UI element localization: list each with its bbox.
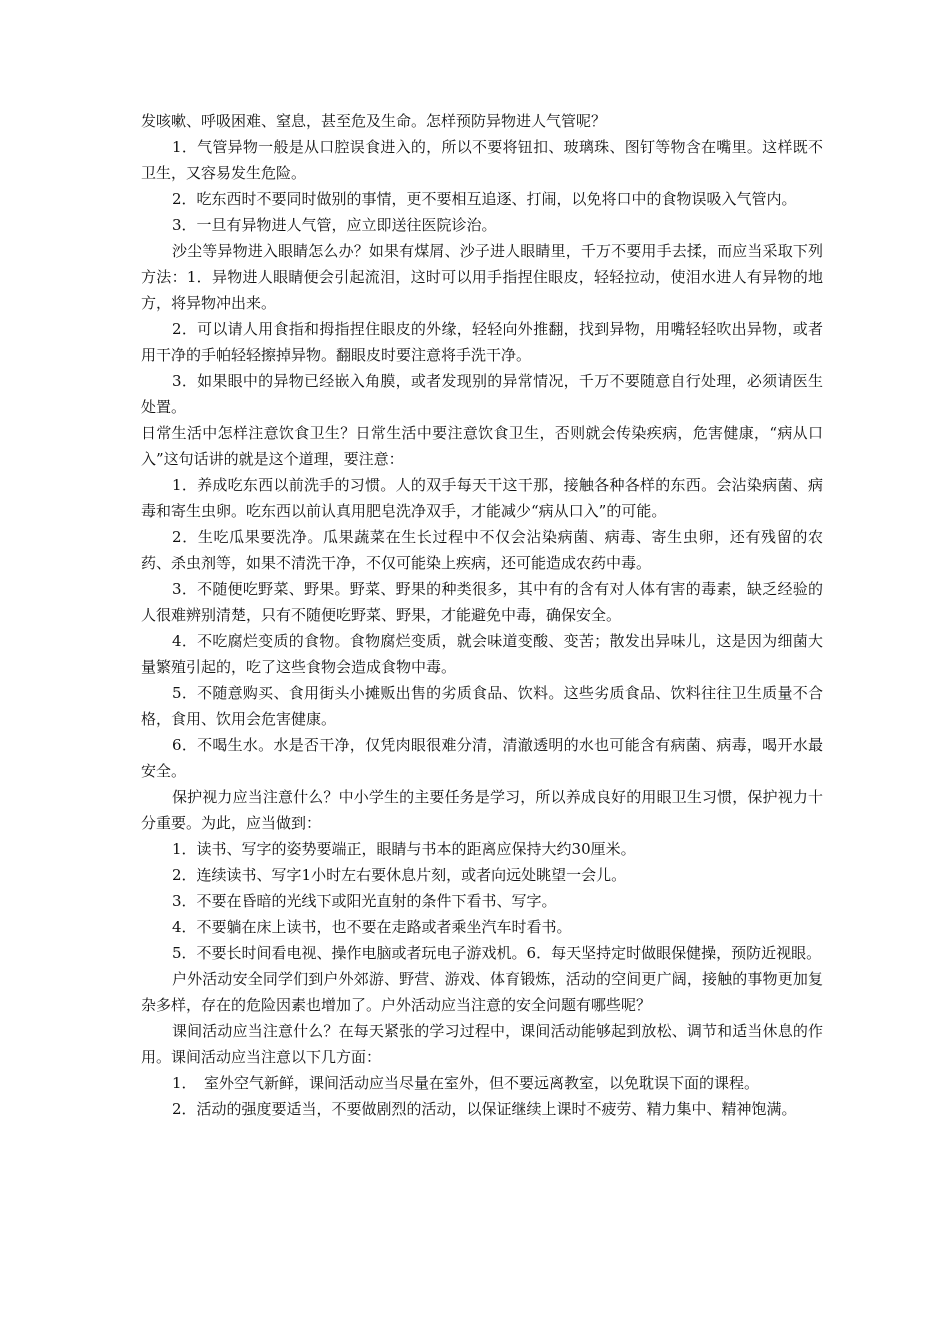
paragraph-3: 2．吃东西时不要同时做别的事情，更不要相互追逐、打闹，以免将口中的食物误吸入气管内。 — [172, 190, 797, 208]
paragraph-13: 5．不随意购买、食用街头小摊贩出售的劣质食品、饮料。这些劣质食品、饮料往往卫生质量不合格，食用、饮用会危害健康。 — [141, 684, 823, 728]
document-body — [141, 108, 823, 1122]
paragraph-1: 发咳嗽、呼吸困难、窒息，甚至危及生命。怎样预防异物进人气管呢？ — [141, 112, 607, 130]
paragraph-11: 3．不随便吃野菜、野果。野菜、野果的种类很多，其中有的含有对人体有害的毒素，缺乏经验的人很难辨别清楚，只有不随便吃野菜、野果，才能避免中毒，确保安全。 — [141, 580, 823, 624]
paragraph-16: 1．读书、写字的姿势要端正，眼睛与书本的距离应保持大约30厘米。 — [172, 840, 636, 858]
paragraph-19: 4．不要躺在床上读书，也不要在走路或者乘坐汽车时看书。 — [172, 918, 572, 936]
paragraph-6: 2．可以请人用食指和拇指捏住眼皮的外缘，轻轻向外推翻，找到异物，用嘴轻轻吹出异物，或者用干净的手帕轻轻擦掉异物。翻眼皮时要注意将手洗干净。 — [141, 320, 823, 364]
paragraph-7: 3．如果眼中的异物已经嵌入角膜，或者发现别的异常情况，千万不要随意自行处理，必须请医生处置。 — [141, 372, 823, 416]
paragraph-5: 沙尘等异物进入眼睛怎么办？如果有煤屑、沙子进人眼睛里，千万不要用手去揉，而应当采取下列方法：1．异物进人眼睛便会引起流泪，这时可以用手指捏住眼皮，轻轻拉动，使泪水进人有异物的地方，将异物冲出来。 — [141, 242, 823, 312]
paragraph-8: 日常生活中怎样注意饮食卫生？日常生活中要注意饮食卫生，否则就会传染疾病，危害健康，“病从口入”这句话讲的就是这个道理，要注意： — [141, 424, 823, 468]
paragraph-22: 课间活动应当注意什么？在每天紧张的学习过程中，课间活动能够起到放松、调节和适当休息的作用。课间活动应当注意以下几方面： — [141, 1022, 823, 1066]
paragraph-14: 6．不喝生水。水是否干净，仅凭肉眼很难分清，清澈透明的水也可能含有病菌、病毒，喝开水最安全。 — [141, 736, 823, 780]
paragraph-21: 户外活动安全同学们到户外郊游、野营、游戏、体育锻炼，活动的空间更广阔，接触的事物更加复杂多样，存在的危险因素也增加了。户外活动应当注意的安全问题有哪些呢？ — [141, 970, 823, 1014]
paragraph-4: 3．一旦有异物进人气管，应立即送往医院诊治。 — [172, 216, 497, 234]
paragraph-15: 保护视力应当注意什么？中小学生的主要任务是学习，所以养成良好的用眼卫生习惯，保护视力十分重要。为此，应当做到： — [141, 788, 823, 832]
paragraph-23: 1． 室外空气新鲜，课间活动应当尽量在室外，但不要远离教室，以免耽误下面的课程。 — [172, 1074, 760, 1092]
paragraph-12: 4．不吃腐烂变质的食物。食物腐烂变质，就会味道变酸、变苦；散发出异味儿，这是因为细菌大量繁殖引起的，吃了这些食物会造成食物中毒。 — [141, 632, 823, 676]
paragraph-18: 3．不要在昏暗的光线下或阳光直射的条件下看书、写字。 — [172, 892, 557, 910]
paragraph-2: 1．气管异物一般是从口腔误食进入的，所以不要将钮扣、玻璃珠、图钉等物含在嘴里。这样既不卫生，又容易发生危险。 — [141, 138, 823, 182]
paragraph-10: 2．生吃瓜果要洗净。瓜果蔬菜在生长过程中不仅会沾染病菌、病毒、寄生虫卵，还有残留的农药、杀虫剂等，如果不清洗干净，不仅可能染上疾病，还可能造成农药中毒。 — [141, 528, 823, 572]
paragraph-24: 2．活动的强度要适当，不要做剧烈的活动，以保证继续上课时不疲劳、精力集中、精神饱满。 — [172, 1100, 797, 1118]
paragraph-9: 1．养成吃东西以前洗手的习惯。人的双手每天干这干那，接触各种各样的东西。会沾染病菌、病毒和寄生虫卵。吃东西以前认真用肥皂洗净双手，才能减少“病从口入”的可能。 — [141, 476, 823, 520]
paragraph-20: 5．不要长时间看电视、操作电脑或者玩电子游戏机。6．每天坚持定时做眼保健操，预防近视眼。 — [172, 944, 822, 962]
paragraph-17: 2．连续读书、写字1小时左右要休息片刻，或者向远处眺望一会儿。 — [172, 866, 627, 884]
